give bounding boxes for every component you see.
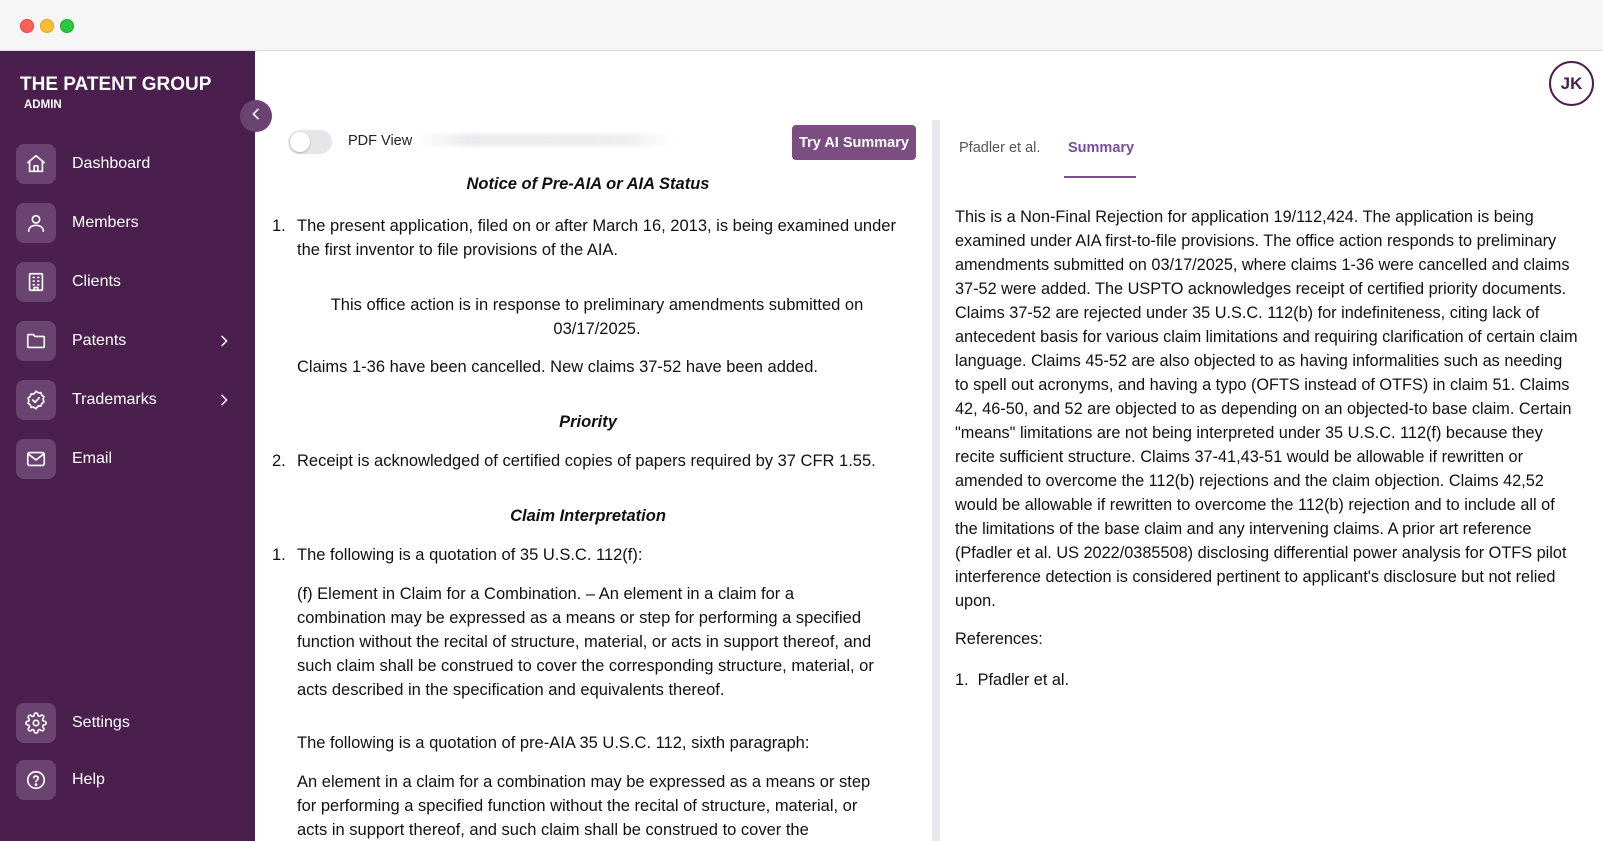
close-window-button[interactable] — [20, 19, 34, 33]
claims-status-paragraph: Claims 1-36 have been cancelled. New claims 37-52 have been added. — [297, 358, 818, 376]
response-paragraph: This office action is in response to preliminary amendments submitted on 03/17/2025. — [330, 296, 864, 338]
ai-summary-text: This is a Non-Final Rejection for application 19/112,424. The application is being examined under AIA first-to-file provisions. The office action responds to preliminary amendments submitted on 03/17/2025, where claims 1-36 were cancelled and claims 37-52 were added. The USPTO acknowledges receipt of certified priority documents. Claims 37-52 are rejected under 35 U.S.C. 112(b) for indefiniteness, citing lack of antecedent basis for various claim limitations and requiring clarification of certain claim language. Claims 45-52 are also objected to as having informalities such as needing to spell out acronyms, and having a typo (OFTS instead of OTFS) in claim 51. Claims 42, 46-50, and 52 are objected to as depending on an objected-to base claim. Certain "means" limitations are not being interpreted under 35 U.S.C. 112(f) because they recite sufficient structure. Claims 37-41,43-51 would be allowable if rewritten or amended to overcome the 112(b) rejections and the claim objection. Claims 42,52 would be allowable if rewritten to overcome the 112(b) rejection and to include all of the limitations of the base claim and any intervening claims. A prior art reference (Pfadler et al. US 2022/0385508) disclosing differential power analysis for OTFS pilot interference detection is considered pertinent to applicant's disclosure but not relied upon. — [955, 208, 1578, 610]
sidebar-item-dashboard[interactable] — [16, 143, 240, 185]
references-label: References: — [955, 630, 1043, 648]
folder-icon — [16, 321, 56, 361]
sidebar-item-label: Settings — [72, 714, 130, 731]
pane-divider[interactable] — [932, 120, 940, 841]
quotation-intro: The following is a quotation of 35 U.S.C. 112(f): — [297, 546, 643, 564]
gear-icon — [16, 703, 56, 743]
chevron-left-icon — [248, 106, 264, 127]
statute-quote-112f: (f) Element in Claim for a Combination. – An element in a claim for a combination may be expressed as a means or step for performing a specified function without the recital of structure, material, or acts in support thereof, and such claim shall be construed to cover the corresponding structure, material, or acts described in the specification and equivalents thereof. — [297, 585, 874, 699]
aia-status-paragraph: The present application, filed on or after March 16, 2013, is being examined under the first inventor to file provisions of the AIA. — [297, 217, 896, 259]
pre-aia-statute-quote: An element in a claim for a combination may be expressed as a means or step for performing a specified function without the recital of structure, material, or acts in support thereof, and such claim shall be construed to cover the — [297, 773, 871, 839]
home-icon — [16, 144, 56, 184]
sidebar-item-email[interactable] — [16, 438, 240, 480]
list-number: 1. — [272, 546, 286, 564]
reference-label: Pfadler et al. — [977, 671, 1070, 689]
tab-summary[interactable]: Summary — [1068, 140, 1135, 156]
mail-icon — [16, 439, 56, 479]
reference-number: 1. — [955, 671, 969, 689]
sidebar-item-label: Members — [72, 214, 139, 231]
sidebar-item-members[interactable] — [16, 202, 240, 244]
sidebar-item-label: Patents — [72, 332, 127, 349]
pdf-view-toggle[interactable] — [288, 130, 332, 154]
sidebar-item-label: Email — [72, 450, 113, 467]
window-titlebar — [0, 0, 1603, 51]
sidebar-item-label: Trademarks — [72, 391, 157, 408]
user-avatar[interactable]: JK — [1549, 61, 1594, 106]
status-heading: Notice of Pre-AIA or AIA Status — [466, 175, 710, 193]
pdf-view-label: PDF View — [348, 133, 413, 149]
sidebar — [0, 51, 255, 841]
sidebar-item-label: Help — [72, 771, 105, 788]
reference-item — [955, 671, 1069, 690]
zoom-window-button[interactable] — [60, 19, 74, 33]
sidebar-item-settings[interactable] — [16, 702, 240, 744]
tab-pfadler[interactable]: Pfadler et al. — [959, 140, 1041, 156]
sidebar-item-clients[interactable] — [16, 261, 240, 303]
minimize-window-button[interactable] — [40, 19, 54, 33]
active-tab-indicator — [1064, 176, 1136, 178]
user-role: ADMIN — [24, 99, 62, 111]
priority-paragraph: Receipt is acknowledged of certified copies of papers required by 37 CFR 1.55. — [297, 452, 876, 470]
sidebar-item-trademarks[interactable] — [16, 379, 240, 421]
help-circle-icon — [16, 760, 56, 800]
sidebar-item-help[interactable] — [16, 759, 240, 801]
pre-aia-quotation-intro: The following is a quotation of pre-AIA 35 U.S.C. 112, sixth paragraph: — [297, 734, 810, 752]
sidebar-item-label: Clients — [72, 273, 121, 290]
list-number: 1. — [272, 217, 286, 235]
building-icon — [16, 262, 56, 302]
collapse-sidebar-button[interactable] — [240, 100, 272, 132]
sidebar-item-patents[interactable] — [16, 320, 240, 362]
priority-heading: Priority — [559, 413, 617, 431]
blurred-document-title — [415, 134, 675, 146]
brand-title: THE PATENT GROUP — [20, 74, 212, 95]
chevron-right-icon — [214, 331, 234, 351]
users-icon — [16, 203, 56, 243]
list-number: 2. — [272, 452, 286, 470]
chevron-right-icon — [214, 390, 234, 410]
sidebar-item-label: Dashboard — [72, 155, 151, 172]
claim-interpretation-heading: Claim Interpretation — [510, 507, 666, 525]
toggle-knob — [290, 132, 310, 152]
try-ai-summary-button[interactable]: Try AI Summary — [792, 125, 916, 160]
badge-check-icon — [16, 380, 56, 420]
